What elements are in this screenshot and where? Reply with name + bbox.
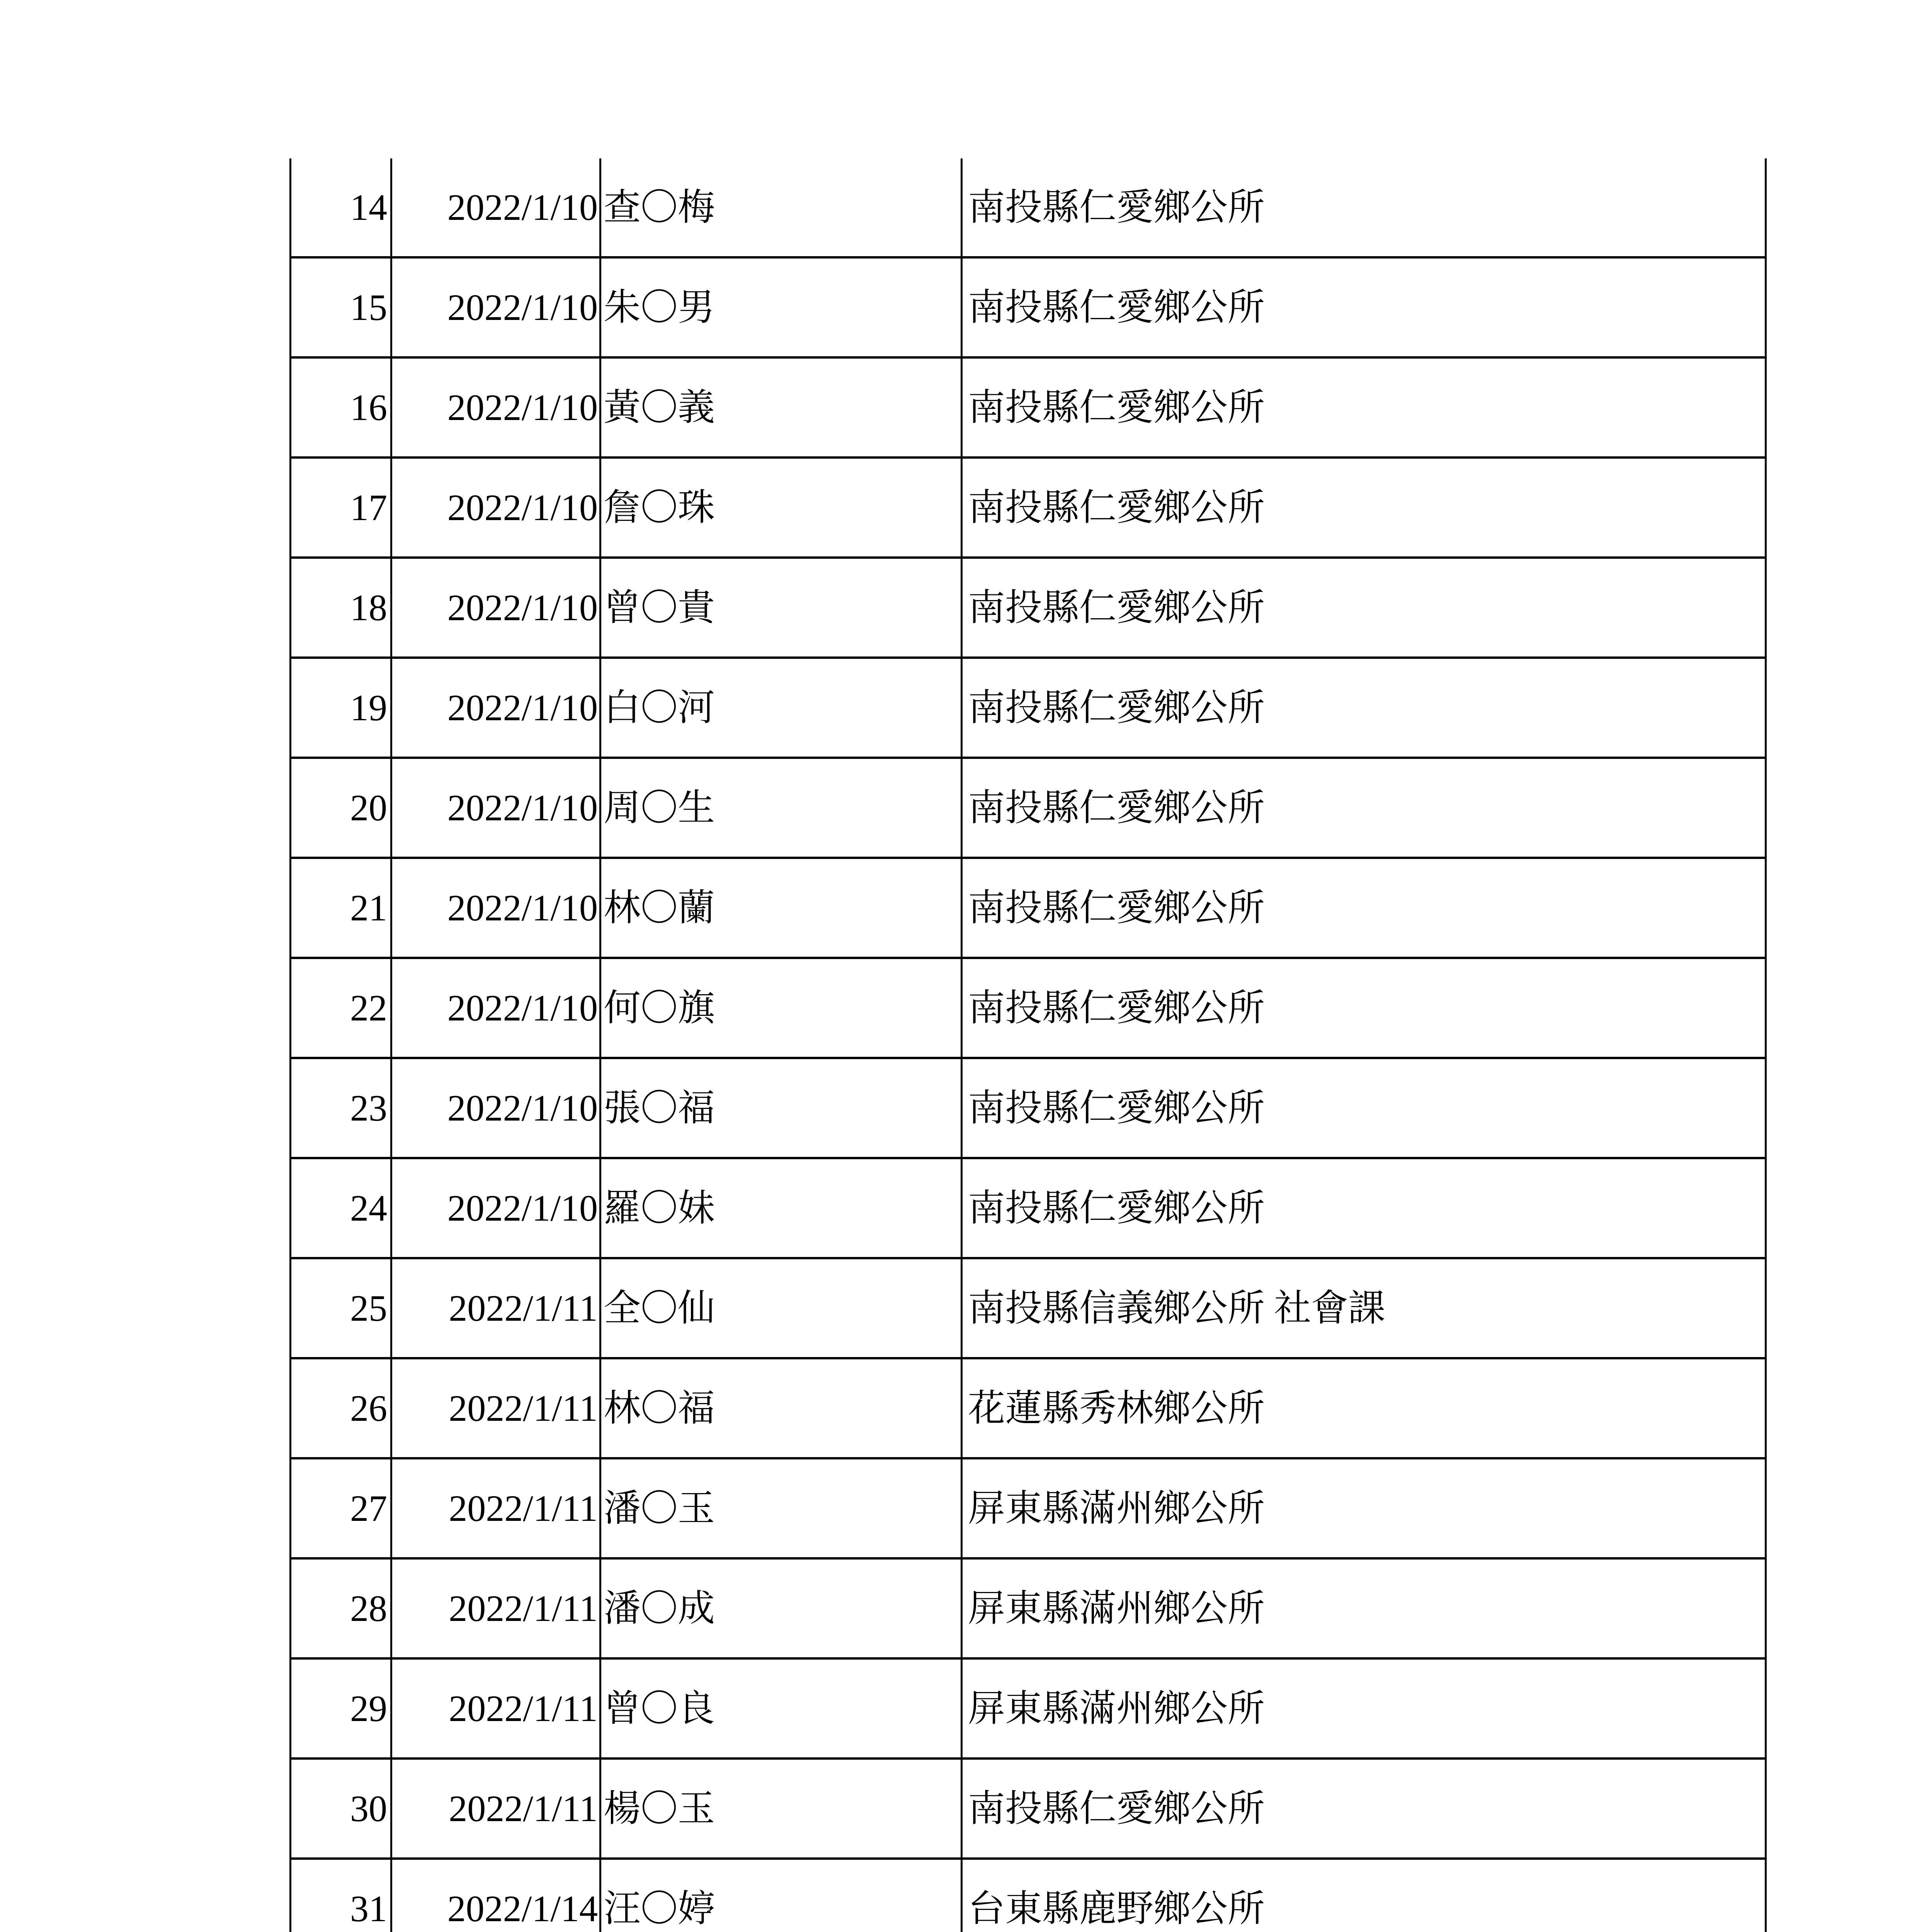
row-number-cell: 30 [291,1759,391,1859]
date-cell: 2022/1/10 [391,257,600,357]
name-cell: 曾〇良 [600,1658,962,1759]
date-cell: 2022/1/11 [391,1759,600,1859]
table-row [291,1558,1766,1658]
table-row [291,1658,1766,1759]
organization-cell: 南投縣仁愛鄉公所 [962,357,1766,457]
organization-cell: 南投縣信義鄉公所 社會課 [962,1258,1766,1358]
date-cell: 2022/1/10 [391,858,600,958]
table-row [291,558,1766,658]
date-cell: 2022/1/14 [391,1859,600,1932]
name-cell: 汪〇婷 [600,1859,962,1932]
table-row [291,257,1766,357]
organization-cell: 花蓮縣秀林鄉公所 [962,1358,1766,1458]
row-number-cell: 20 [291,758,391,858]
name-cell: 查〇梅 [600,158,962,257]
name-cell: 全〇仙 [600,1258,962,1358]
records-table [289,158,1767,1932]
organization-cell: 屏東縣滿州鄉公所 [962,1458,1766,1558]
table-row [291,1058,1766,1158]
name-cell: 林〇福 [600,1358,962,1458]
name-cell: 楊〇玉 [600,1759,962,1859]
row-number-cell: 15 [291,257,391,357]
organization-cell: 南投縣仁愛鄉公所 [962,457,1766,558]
row-number-cell: 16 [291,357,391,457]
table-row [291,1358,1766,1458]
row-number-cell: 25 [291,1258,391,1358]
name-cell: 潘〇成 [600,1558,962,1658]
date-cell: 2022/1/10 [391,958,600,1058]
table-row [291,1859,1766,1932]
records-table-body [291,158,1766,1932]
organization-cell: 南投縣仁愛鄉公所 [962,958,1766,1058]
date-cell: 2022/1/10 [391,758,600,858]
organization-cell: 南投縣仁愛鄉公所 [962,257,1766,357]
name-cell: 何〇旗 [600,958,962,1058]
table-row [291,658,1766,758]
organization-cell: 南投縣仁愛鄉公所 [962,1058,1766,1158]
row-number-cell: 14 [291,158,391,257]
organization-cell: 南投縣仁愛鄉公所 [962,1158,1766,1258]
date-cell: 2022/1/11 [391,1258,600,1358]
table-row [291,1458,1766,1558]
organization-cell: 南投縣仁愛鄉公所 [962,1759,1766,1859]
row-number-cell: 28 [291,1558,391,1658]
name-cell: 黃〇義 [600,357,962,457]
name-cell: 曾〇貴 [600,558,962,658]
row-number-cell: 21 [291,858,391,958]
row-number-cell: 22 [291,958,391,1058]
organization-cell: 南投縣仁愛鄉公所 [962,658,1766,758]
row-number-cell: 27 [291,1458,391,1558]
table-row [291,1158,1766,1258]
date-cell: 2022/1/10 [391,658,600,758]
row-number-cell: 29 [291,1658,391,1759]
table-row [291,758,1766,858]
organization-cell: 南投縣仁愛鄉公所 [962,758,1766,858]
name-cell: 林〇蘭 [600,858,962,958]
name-cell: 周〇生 [600,758,962,858]
name-cell: 潘〇玉 [600,1458,962,1558]
date-cell: 2022/1/11 [391,1358,600,1458]
name-cell: 白〇河 [600,658,962,758]
date-cell: 2022/1/10 [391,357,600,457]
date-cell: 2022/1/10 [391,1058,600,1158]
organization-cell: 南投縣仁愛鄉公所 [962,858,1766,958]
table-row [291,958,1766,1058]
table-row [291,357,1766,457]
date-cell: 2022/1/10 [391,158,600,257]
organization-cell: 南投縣仁愛鄉公所 [962,558,1766,658]
organization-cell: 台東縣鹿野鄉公所 [962,1859,1766,1932]
table-row [291,158,1766,257]
date-cell: 2022/1/10 [391,1158,600,1258]
date-cell: 2022/1/10 [391,457,600,558]
table-row [291,858,1766,958]
name-cell: 詹〇珠 [600,457,962,558]
date-cell: 2022/1/11 [391,1558,600,1658]
table-row [291,1759,1766,1859]
table-row [291,457,1766,558]
table-row [291,1258,1766,1358]
date-cell: 2022/1/11 [391,1658,600,1759]
organization-cell: 屏東縣滿州鄉公所 [962,1658,1766,1759]
organization-cell: 屏東縣滿州鄉公所 [962,1558,1766,1658]
name-cell: 張〇福 [600,1058,962,1158]
row-number-cell: 17 [291,457,391,558]
row-number-cell: 23 [291,1058,391,1158]
row-number-cell: 31 [291,1859,391,1932]
organization-cell: 南投縣仁愛鄉公所 [962,158,1766,257]
name-cell: 羅〇妹 [600,1158,962,1258]
date-cell: 2022/1/10 [391,558,600,658]
date-cell: 2022/1/11 [391,1458,600,1558]
row-number-cell: 18 [291,558,391,658]
row-number-cell: 24 [291,1158,391,1258]
name-cell: 朱〇男 [600,257,962,357]
row-number-cell: 19 [291,658,391,758]
row-number-cell: 26 [291,1358,391,1458]
